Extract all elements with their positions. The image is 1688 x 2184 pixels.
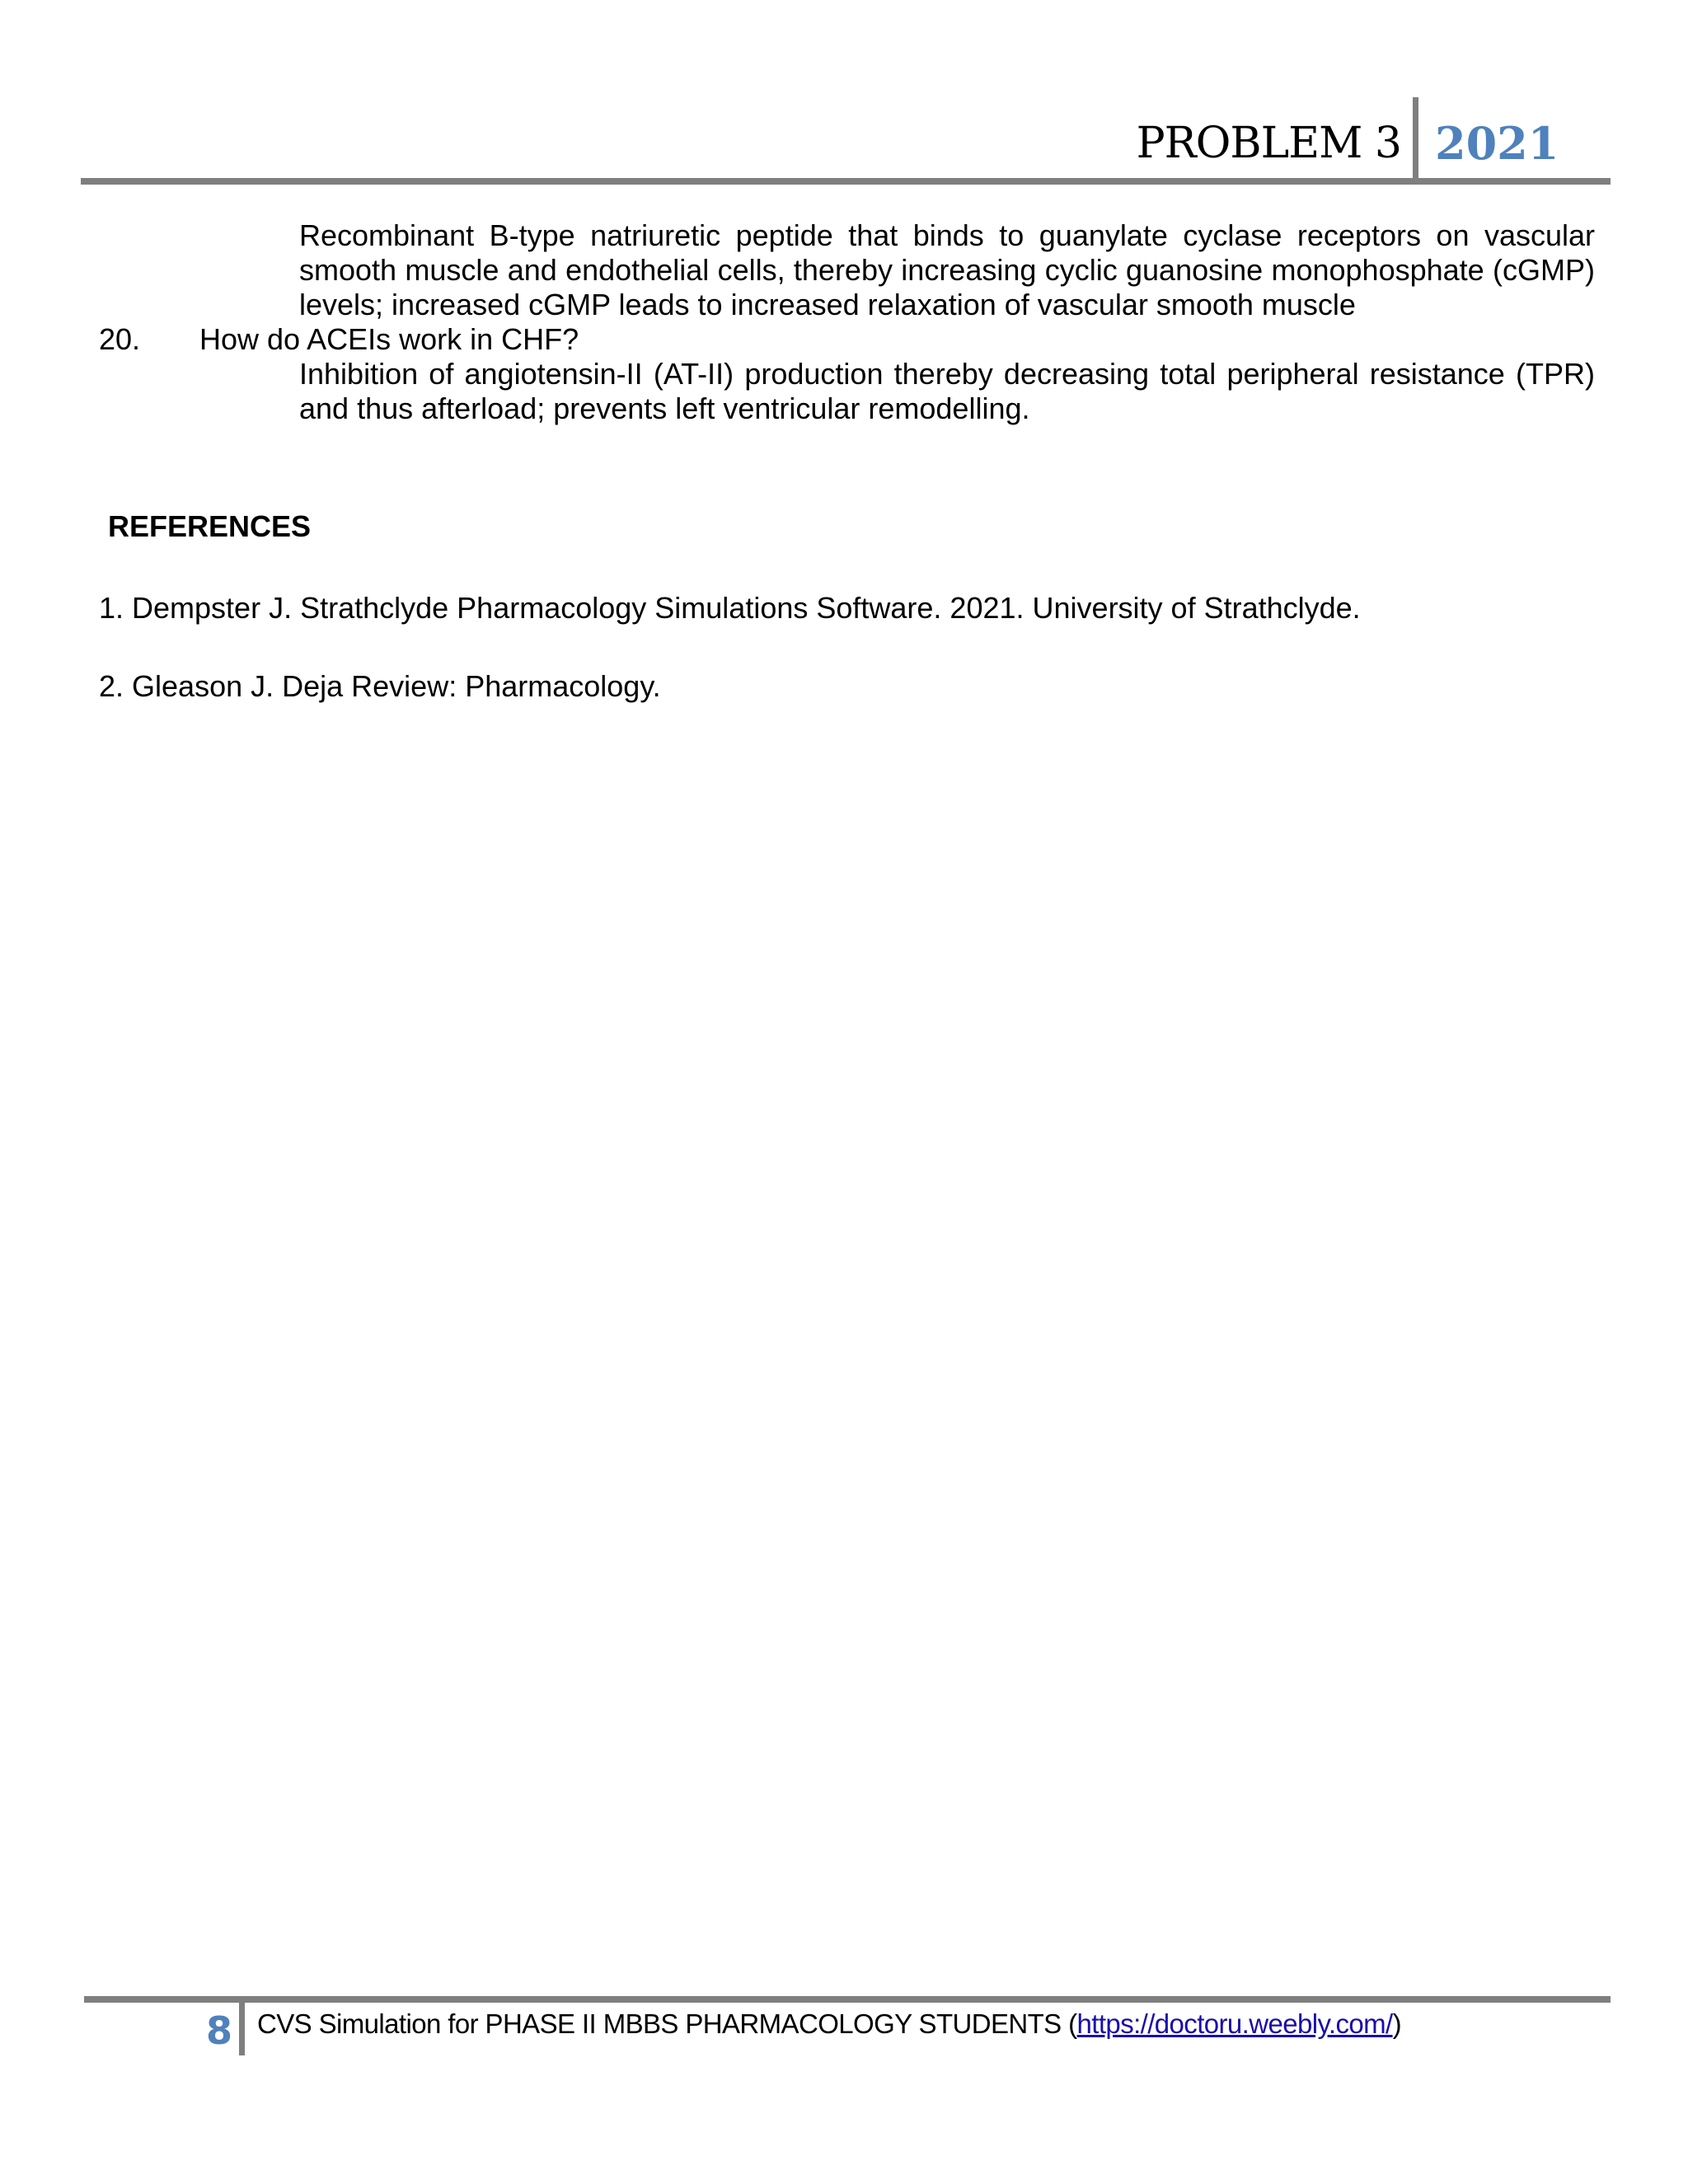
header-divider bbox=[1413, 97, 1418, 180]
footer-close-paren: ) bbox=[1392, 2008, 1401, 2039]
header-title: PROBLEM 3 bbox=[1136, 119, 1401, 168]
answer-20: Inhibition of angiotensin-II (AT-II) production thereby decreasing total peripheral resistance (TPR) and thus afterload; prevents left ventricular remodelling. bbox=[299, 357, 1595, 425]
question-20 bbox=[99, 322, 1599, 357]
answer-19: Recombinant B-type natriuretic peptide that binds to guanylate cyclase receptors on vascular smooth muscle and endothelial cells, thereby increasing cyclic guanosine monophosphate (cGMP) levels; increased cGMP leads to increased relaxation of vascular smooth muscle bbox=[299, 218, 1595, 321]
header-year: 2021 bbox=[1435, 117, 1559, 170]
reference-item: 1. Dempster J. Strathclyde Pharmacology Simulations Software. 2021. University of Strathclyde. bbox=[99, 591, 1361, 625]
footer-text bbox=[257, 2005, 1401, 2043]
header-rule bbox=[81, 178, 1611, 185]
page-header bbox=[81, 97, 1611, 186]
footer-link[interactable]: https://doctoru.weebly.com/ bbox=[1076, 2008, 1393, 2039]
references-heading: REFERENCES bbox=[108, 509, 312, 543]
question-text: How do ACEIs work in CHF? bbox=[199, 322, 579, 356]
footer-rule bbox=[84, 1996, 1611, 2003]
page-content bbox=[99, 218, 1599, 426]
reference-item: 2. Gleason J. Deja Review: Pharmacology. bbox=[99, 669, 661, 703]
footer-divider bbox=[239, 2001, 245, 2055]
page-number: 8 bbox=[205, 2008, 232, 2053]
question-number: 20. bbox=[99, 322, 141, 356]
footer-label: CVS Simulation for PHASE II MBBS PHARMACOLOGY STUDENTS ( bbox=[257, 2008, 1077, 2039]
